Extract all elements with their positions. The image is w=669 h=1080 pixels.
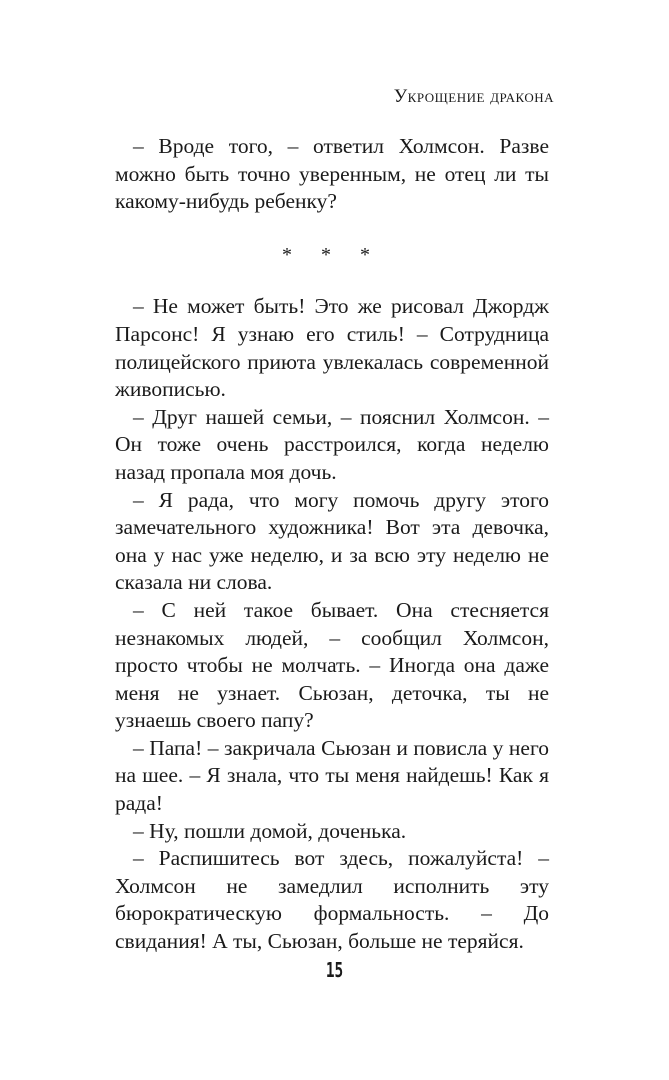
paragraph: – Друг нашей семьи, – пояснил Холмсон. – Он тоже очень расстроился, когда неделю назад пропала моя дочь. <box>115 404 549 484</box>
paragraph: – Вроде того, – ответил Холмсон. Разве можно быть точно уверенным, не отец ли ты какому-нибудь ребенку? <box>115 134 549 214</box>
section-separator: * * * <box>282 243 382 266</box>
paragraph: – Я рада, что могу помочь другу этого замечательного художника! Вот эта девочка, она у нас уже неделю, и за всю эту неделю не сказала ни слова. <box>115 487 549 595</box>
page-body <box>115 133 549 956</box>
paragraph: – С ней такое бывает. Она стесняется незнакомых людей, – сообщил Холмсон, просто чтобы не молчать. – Иногда она даже меня не узнает. Сьюзан, деточка, ты не узнаешь своего папу? <box>115 597 549 733</box>
paragraph: – Не может быть! Это же рисовал Джордж Парсонс! Я узнаю его стиль! – Сотрудница полицейского приюта увлекалась современной живописью. <box>115 294 549 402</box>
running-header: Укрощение дракона <box>393 86 554 107</box>
paragraph: – Распишитесь вот здесь, пожалуйста! – Холмсон не замедлил исполнить эту бюрократическую формальность. – До свидания! А ты, Сьюзан, больше не теряйся. <box>115 846 549 954</box>
paragraph: – Папа! – закричала Сьюзан и повисла у него на шее. – Я знала, что ты меня найдешь! Как я рада! <box>115 735 549 816</box>
page-number: 15 <box>325 958 344 982</box>
paragraph: – Ну, пошли домой, доченька. <box>133 818 407 843</box>
